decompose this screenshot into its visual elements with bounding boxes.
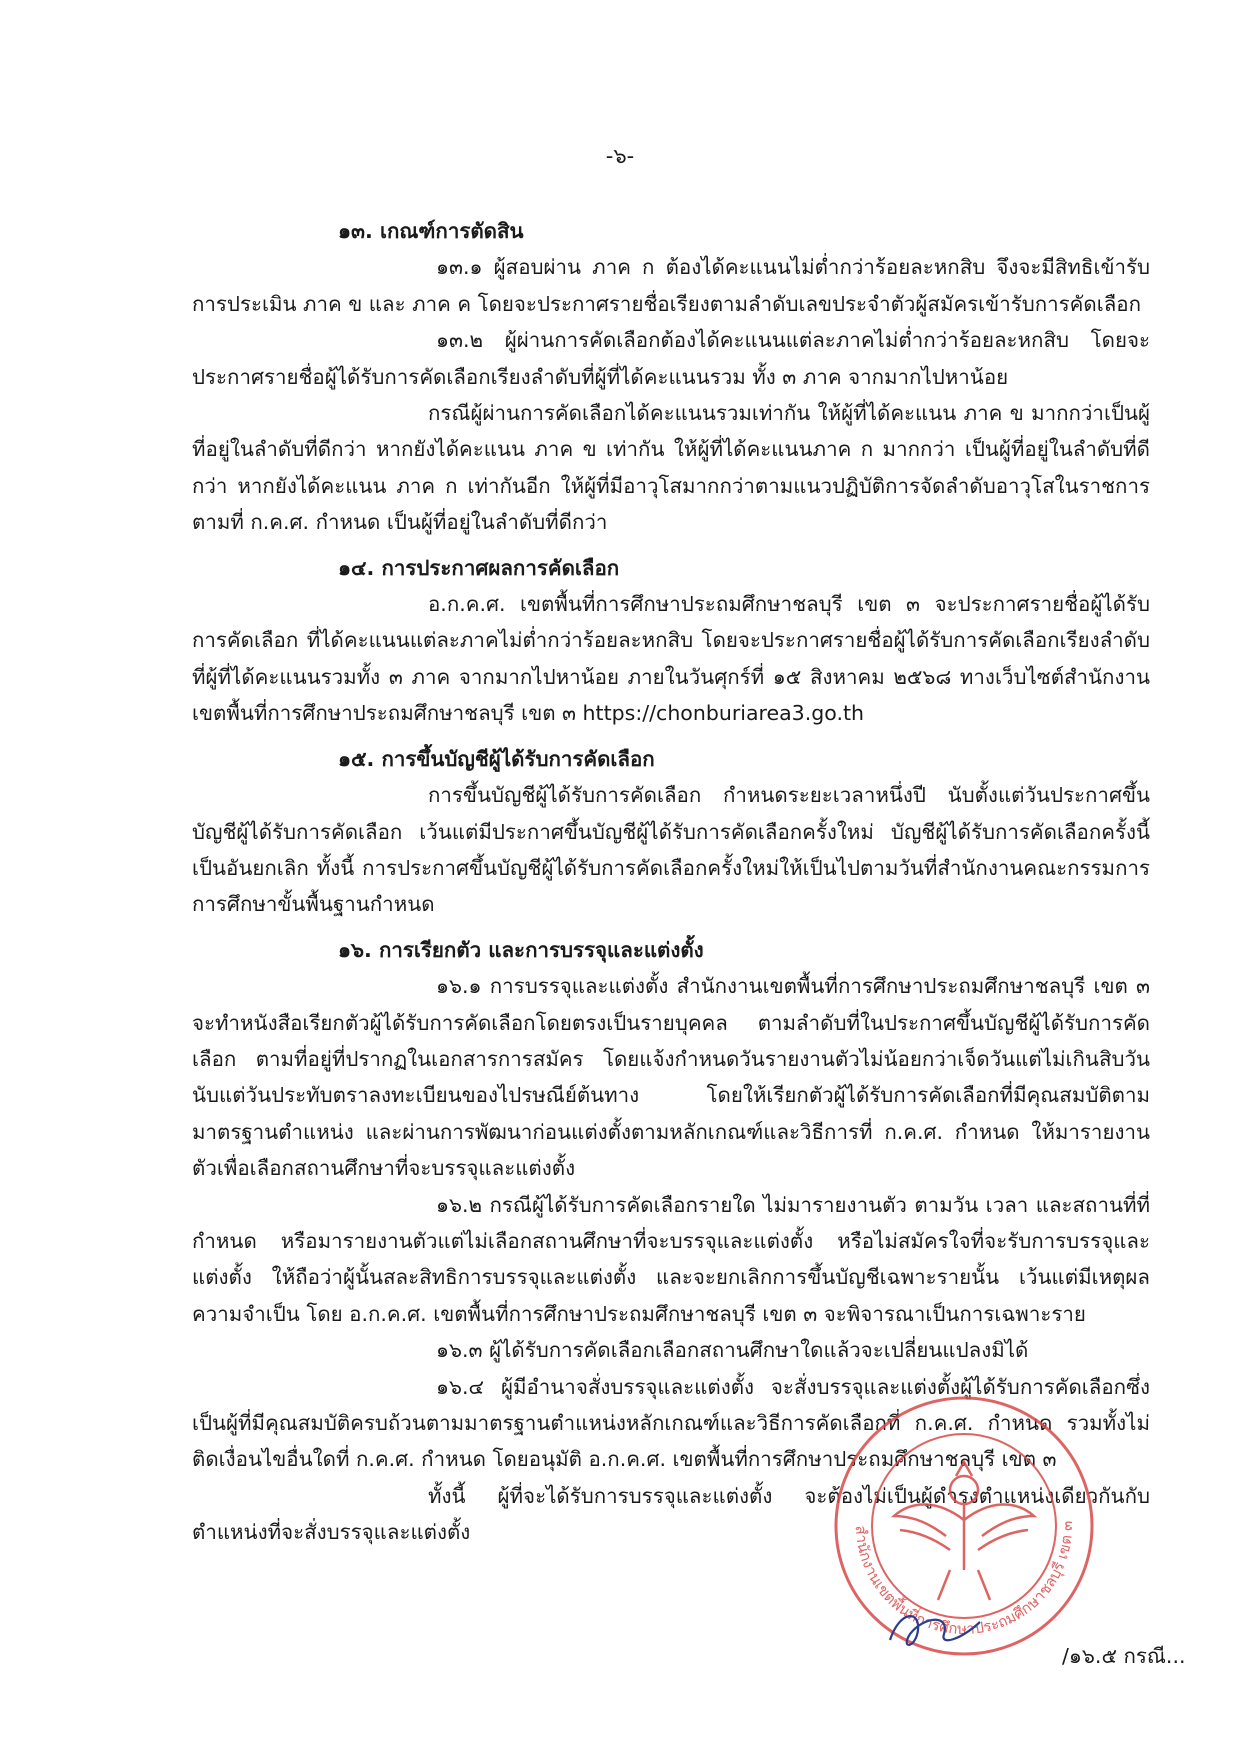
section-list: [192, 213, 1150, 1551]
document-body: [192, 213, 1150, 1551]
paragraph: ๑๖.๑ การบรรจุและแต่งตั้ง สำนักงานเขตพื้นที่การศึกษาประถมศึกษาชลบุรี เขต ๓ จะทำหนังสือเรียกตัวผู้ได้รับการคัดเลือกโดยตรงเป็นรายบุคคล ตามลำดับที่ในประกาศขึ้นบัญชีผู้ได้รับการคัดเลือก ตามที่อยู่ที่ปรากฏในเอกสารการสมัคร โดยแจ้งกำหนดวันรายงานตัวไม่น้อยกว่าเจ็ดวันแต่ไม่เกินสิบวัน นับแต่วันประทับตราลงทะเบียนของไปรษณีย์ต้นทาง โดยให้เรียกตัวผู้ได้รับการคัดเลือกที่มีคุณสมบัติตามมาตรฐานตำแหน่ง และผ่านการพัฒนาก่อนแต่งตั้งตามหลักเกณฑ์และวิธีการที่ ก.ค.ศ. กำหนด ให้มารายงานตัวเพื่อเลือกสถานศึกษาที่จะบรรจุและแต่งตั้ง: [192, 974, 1150, 1181]
section-heading: ๑๖. การเรียกตัว และการบรรจุและแต่งตั้ง: [338, 937, 704, 962]
paragraph: ๑๖.๓ ผู้ได้รับการคัดเลือกเลือกสถานศึกษาใดแล้วจะเปลี่ยนแปลงมิได้: [436, 1338, 1029, 1363]
paragraph: ๑๖.๔ ผู้มีอำนาจสั่งบรรจุและแต่งตั้ง จะสั่งบรรจุและแต่งตั้งผู้ได้รับการคัดเลือกซึ่งเป็นผู้ที่มีคุณสมบัติครบถ้วนตามมาตรฐานตำแหน่งหลักเกณฑ์และวิธีการคัดเลือกที่ ก.ค.ศ. กำหนด รวมทั้งไม่ติดเงื่อนไขอื่นใดที่ ก.ค.ศ. กำหนด โดยอนุมัติ อ.ก.ค.ศ. เขตพื้นที่การศึกษาประถมศึกษาชลบุรี เขต ๓: [192, 1374, 1150, 1472]
continuation-note: /๑๖.๕ กรณี...: [1062, 1644, 1186, 1668]
paragraph: อ.ก.ค.ศ. เขตพื้นที่การศึกษาประถมศึกษาชลบุรี เขต ๓ จะประกาศรายชื่อผู้ได้รับการคัดเลือก ที่ได้คะแนนแต่ละภาคไม่ต่ำกว่าร้อยละหกสิบ โดยจะประกาศรายชื่อผู้ได้รับการคัดเลือกเรียงลำดับที่ผู้ที่ได้คะแนนรวมทั้ง ๓ ภาค จากมากไปหาน้อย ภายในวันศุกร์ที่ ๑๕ สิงหาคม ๒๕๖๘ ทางเว็บไซต์สำนักงานเขตพื้นที่การศึกษาประถมศึกษาชลบุรี เขต ๓ https://chonburiarea3.go.th: [192, 592, 1150, 726]
paragraph: ๑๓.๑ ผู้สอบผ่าน ภาค ก ต้องได้คะแนนไม่ต่ำกว่าร้อยละหกสิบ จึงจะมีสิทธิเข้ารับการประเมิน ภาค ข และ ภาค ค โดยจะประกาศรายชื่อเรียงตามลำดับเลขประจำตัวผู้สมัครเข้ารับการคัดเลือก: [192, 255, 1150, 316]
paragraph: ๑๖.๒ กรณีผู้ได้รับการคัดเลือกรายใด ไม่มารายงานตัว ตามวัน เวลา และสถานที่ที่กำหนด หรือมารายงานตัวแต่ไม่เลือกสถานศึกษาที่จะบรรจุและแต่งตั้ง หรือไม่สมัครใจที่จะรับการบรรจุและแต่งตั้ง ให้ถือว่าผู้นั้นสละสิทธิการบรรจุและแต่งตั้ง และจะยกเลิกการขึ้นบัญชีเฉพาะรายนั้น เว้นแต่มีเหตุผลความจำเป็น โดย อ.ก.ค.ศ. เขตพื้นที่การศึกษาประถมศึกษาชลบุรี เขต ๓ จะพิจารณาเป็นการเฉพาะราย: [192, 1192, 1150, 1326]
paragraph: ๑๓.๒ ผู้ผ่านการคัดเลือกต้องได้คะแนนแต่ละภาคไม่ต่ำกว่าร้อยละหกสิบ โดยจะประกาศรายชื่อผู้ได้รับการคัดเลือกเรียงลำดับที่ผู้ที่ได้คะแนนรวม ทั้ง ๓ ภาค จากมากไปหาน้อย: [192, 328, 1150, 389]
paragraph: การขึ้นบัญชีผู้ได้รับการคัดเลือก กำหนดระยะเวลาหนึ่งปี นับตั้งแต่วันประกาศขึ้นบัญชีผู้ได้รับการคัดเลือก เว้นแต่มีประกาศขึ้นบัญชีผู้ได้รับการคัดเลือกครั้งใหม่ บัญชีผู้ได้รับการคัดเลือกครั้งนี้เป็นอันยกเลิก ทั้งนี้ การประกาศขึ้นบัญชีผู้ได้รับการคัดเลือกครั้งใหม่ให้เป็นไปตามวันที่สำนักงานคณะกรรมการการศึกษาขั้นพื้นฐานกำหนด: [192, 783, 1150, 917]
page-number: -๖-: [605, 144, 635, 168]
section-heading: ๑๓. เกณฑ์การตัดสิน: [338, 219, 524, 243]
paragraph: ทั้งนี้ ผู้ที่จะได้รับการบรรจุและแต่งตั้ง จะต้องไม่เป็นผู้ดำรงตำแหน่งเดียวกันกับตำแหน่งที่จะสั่งบรรจุและแต่งตั้ง: [192, 1483, 1150, 1545]
section-heading: ๑๕. การขึ้นบัญชีผู้ได้รับการคัดเลือก: [338, 746, 655, 771]
handwritten-signature: [880, 1600, 990, 1660]
paragraph: กรณีผู้ผ่านการคัดเลือกได้คะแนนรวมเท่ากัน ให้ผู้ที่ได้คะแนน ภาค ข มากกว่าเป็นผู้ที่อยู่ในลำดับที่ดีกว่า หากยังได้คะแนน ภาค ข เท่ากัน ให้ผู้ที่ได้คะแนนภาค ก มากกว่า เป็นผู้ที่อยู่ในลำดับที่ดีกว่า หากยังได้คะแนน ภาค ก เท่ากันอีก ให้ผู้ที่มีอาวุโสมากกว่าตามแนวปฏิบัติการจัดลำดับอาวุโสในราชการตามที่ ก.ค.ศ. กำหนด เป็นผู้ที่อยู่ในลำดับที่ดีกว่า: [192, 401, 1150, 535]
section-heading: ๑๔. การประกาศผลการคัดเลือก: [338, 555, 620, 580]
garuda-emblem-icon: [894, 1462, 1034, 1600]
svg-text:สำนักงานเขตพื้นที่การศึกษาประถ: สำนักงานเขตพื้นที่การศึกษาประถมศึกษาชลบุรี เขต ๓: [851, 1520, 1077, 1639]
